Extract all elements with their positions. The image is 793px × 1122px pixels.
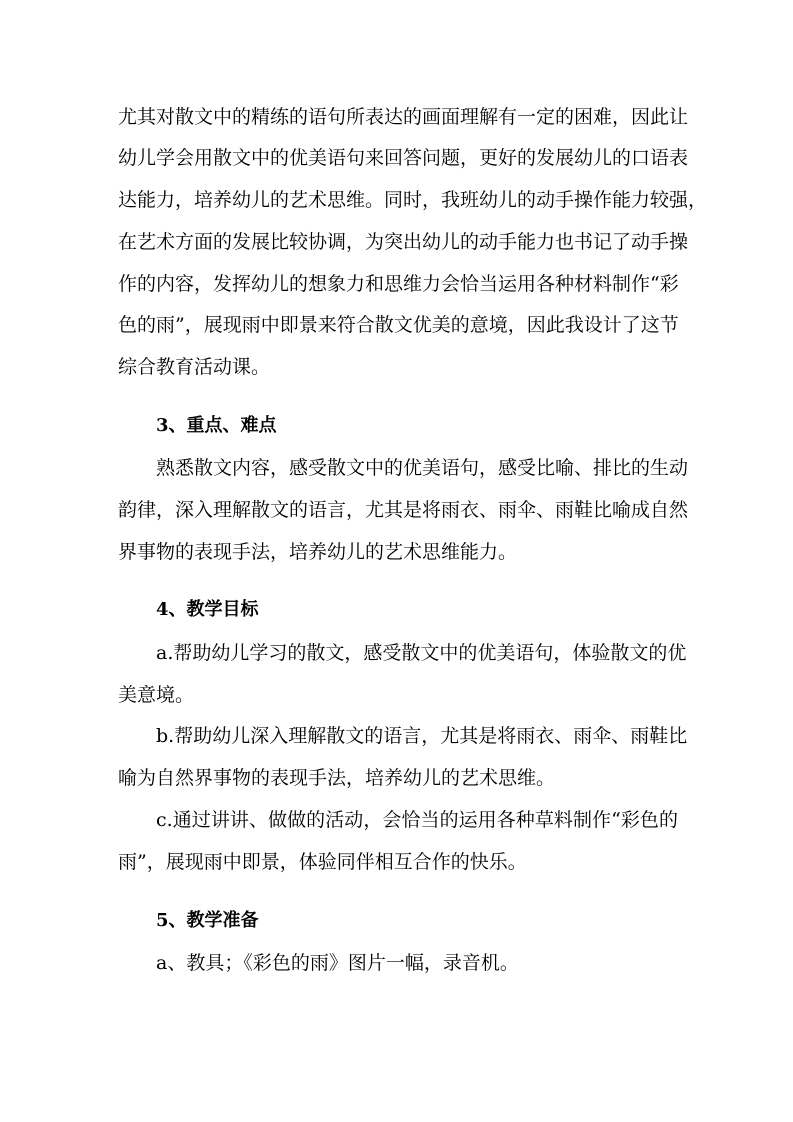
paragraph-line: 作的内容，发挥幼儿的想象力和思维力会恰当运用各种材料制作“彩 (118, 273, 679, 295)
paragraph-line: 在艺术方面的发展比较协调，为突出幼儿的动手能力也书记了动手操 (118, 231, 689, 253)
section-heading-5: 5、教学准备 (156, 910, 259, 931)
paragraph-line: 达能力，培养幼儿的艺术思维。同时，我班幼儿的动手操作能力较强， (118, 189, 708, 211)
paragraph-line: a、教具；《彩色的雨》图片一幅，录音机。 (156, 952, 519, 974)
list-item-c-line: 雨”，展现雨中即景，体验同伴相互合作的快乐。 (118, 851, 527, 873)
list-item-a-line: a.帮助幼儿学习的散文，感受散文中的优美语句，体验散文的优 (156, 642, 687, 664)
paragraph-line: 色的雨”，展现雨中即景来符合散文优美的意境，因此我设计了这节 (118, 314, 679, 336)
list-item-b-line: 喻为自然界事物的表现手法，培养幼儿的艺术思维。 (118, 767, 556, 789)
paragraph-line: 韵律，深入理解散文的语言，尤其是将雨衣、雨伞、雨鞋比喻成自然 (118, 499, 689, 521)
paragraph-line: 幼儿学会用散文中的优美语句来回答问题，更好的发展幼儿的口语表 (118, 147, 689, 169)
list-item-c-line: c.通过讲讲、做做的活动，会恰当的运用各种草料制作“彩色的 (156, 809, 678, 831)
section-heading-4: 4、教学目标 (156, 599, 259, 620)
paragraph-line: 尤其对散文中的精练的语句所表达的画面理解有一定的困难，因此让 (118, 106, 689, 128)
section-heading-3: 3、重点、难点 (156, 415, 277, 436)
paragraph-line: 界事物的表现手法，培养幼儿的艺术思维能力。 (118, 541, 518, 563)
list-item-a-line: 美意境。 (118, 684, 195, 706)
paragraph-line: 熟悉散文内容，感受散文中的优美语句，感受比喻、排比的生动 (156, 457, 689, 479)
paragraph-line: 综合教育活动课。 (118, 356, 271, 378)
list-item-b-line: b.帮助幼儿深入理解散文的语言，尤其是将雨衣、雨伞、雨鞋比 (156, 725, 688, 747)
